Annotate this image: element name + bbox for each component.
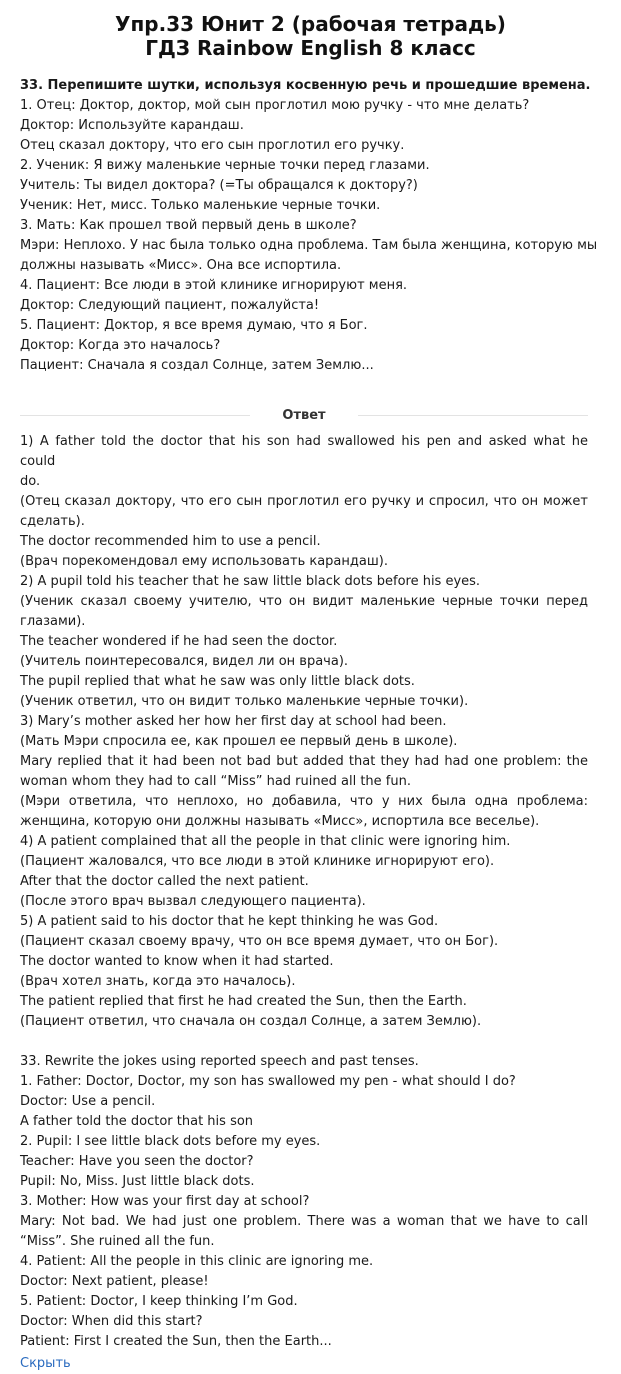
answer-label: Ответ: [282, 408, 326, 423]
task-line: Доктор: Используйте карандаш.: [20, 118, 244, 133]
answer-block: [20, 432, 621, 1032]
answer-line: (Пациент жаловался, что все люди в этой клинике игнорируют его).: [20, 854, 495, 869]
answer-line: (Ученик ответил, что он видит только маленькие черные точки).: [20, 694, 469, 709]
answer-line: (Врач хотел знать, когда это началось).: [20, 974, 296, 989]
title-line-2: ГДЗ Rainbow English 8 класс: [145, 36, 476, 60]
answer-divider: [20, 406, 588, 426]
answer-line: (Врач порекомендовал ему использовать карандаш).: [20, 554, 388, 569]
english-task-line: 5. Patient: Doctor, I keep thinking I’m God.: [20, 1294, 298, 1309]
title-line-1: Упр.33 Юнит 2 (рабочая тетрадь): [115, 12, 506, 36]
task-line: Отец сказал доктору, что его сын проглотил его ручку.: [20, 138, 405, 153]
answer-line: 2) A pupil told his teacher that he saw little black dots before his eyes.: [20, 574, 481, 589]
answer-line: 5) A patient said to his doctor that he kept thinking he was God.: [20, 914, 439, 929]
answer-line: woman whom they had to call “Miss” had ruined all the fun.: [20, 774, 411, 789]
answer-line: (Пациент сказал своему врачу, что он все время думает, что он Бог).: [20, 934, 499, 949]
english-task-line: Mary: Not bad. We had just one problem. There was a woman that we have to call: [20, 1214, 588, 1229]
english-task-line: Teacher: Have you seen the doctor?: [20, 1154, 254, 1169]
english-task-line: 1. Father: Doctor, Doctor, my son has swallowed my pen - what should I do?: [20, 1074, 516, 1089]
answer-line: (Мэри ответила, что неплохо, но добавила, что у них была одна проблема:: [20, 794, 588, 809]
english-task-line: 3. Mother: How was your first day at school?: [20, 1194, 310, 1209]
english-task-line: Doctor: When did this start?: [20, 1314, 203, 1329]
answer-line: do.: [20, 474, 41, 489]
answer-line: The doctor recommended him to use a pencil.: [20, 534, 321, 549]
answer-line: Mary replied that it had been not bad but added that they had had one problem: the: [20, 754, 588, 769]
task-line: 4. Пациент: Все люди в этой клинике игнорируют меня.: [20, 278, 408, 293]
answer-line: глазами).: [20, 614, 86, 629]
task-line: Ученик: Нет, мисс. Только маленькие черные точки.: [20, 198, 381, 213]
english-task-line: Patient: First I created the Sun, then the Earth...: [20, 1334, 332, 1349]
english-task-line: Doctor: Use a pencil.: [20, 1094, 156, 1109]
task-heading: 33. Перепишите шутки, используя косвенную речь и прошедшие времена.: [20, 78, 591, 93]
english-task-line: “Miss”. She ruined all the fun.: [20, 1234, 215, 1249]
answer-line: (После этого врач вызвал следующего пациента).: [20, 894, 366, 909]
answer-line: (Мать Мэри спросила ее, как прошел ее первый день в школе).: [20, 734, 458, 749]
english-task-line: 4. Patient: All the people in this clinic are ignoring me.: [20, 1254, 374, 1269]
answer-line: The teacher wondered if he had seen the doctor.: [20, 634, 338, 649]
hide-link[interactable]: Скрыть: [20, 1356, 71, 1371]
task-line: Пациент: Сначала я создал Солнце, затем Землю...: [20, 358, 374, 373]
english-task-line: Pupil: No, Miss. Just little black dots.: [20, 1174, 255, 1189]
task-line: Доктор: Следующий пациент, пожалуйста!: [20, 298, 320, 313]
task-lines: [20, 96, 621, 376]
task-block: [20, 76, 621, 376]
answer-line: 3) Mary’s mother asked her how her first day at school had been.: [20, 714, 447, 729]
answer-line: The doctor wanted to know when it had started.: [20, 954, 334, 969]
english-task-line: 33. Rewrite the jokes using reported speech and past tenses.: [20, 1054, 419, 1069]
task-line: 1. Отец: Доктор, доктор, мой сын проглотил мою ручку - что мне делать?: [20, 98, 530, 113]
page-title: [20, 0, 601, 60]
answer-line: The patient replied that first he had created the Sun, then the Earth.: [20, 994, 467, 1009]
answer-line: (Ученик сказал своему учителю, что он видит маленькие черные точки перед: [20, 594, 588, 609]
task-line: должны называть «Мисс». Она все испортила.: [20, 258, 342, 273]
english-task-line: A father told the doctor that his son: [20, 1114, 254, 1129]
english-task-line: Doctor: Next patient, please!: [20, 1274, 209, 1289]
answer-line: The pupil replied that what he saw was only little black dots.: [20, 674, 415, 689]
task-line: 5. Пациент: Доктор, я все время думаю, что я Бог.: [20, 318, 368, 333]
answer-line: (Отец сказал доктору, что его сын проглотил его ручку и спросил, что он может: [20, 494, 588, 509]
english-task-block: [20, 1052, 621, 1352]
answer-line: (Учитель поинтересовался, видел ли он врача).: [20, 654, 349, 669]
task-line: Мэри: Неплохо. У нас была только одна проблема. Там была женщина, которую мы: [20, 238, 598, 253]
answer-line: (Пациент ответил, что сначала он создал Солнце, а затем Землю).: [20, 1014, 482, 1029]
task-line: 3. Мать: Как прошел твой первый день в школе?: [20, 218, 357, 233]
task-line: 2. Ученик: Я вижу маленькие черные точки перед глазами.: [20, 158, 430, 173]
answer-line: 4) A patient complained that all the people in that clinic were ignoring him.: [20, 834, 511, 849]
answer-line: женщина, которую они должны называть «Мисс», испортила все веселье).: [20, 814, 540, 829]
task-line: Учитель: Ты видел доктора? (=Ты обращался к доктору?): [20, 178, 418, 193]
task-line: Доктор: Когда это началось?: [20, 338, 221, 353]
answer-line: сделать).: [20, 514, 85, 529]
answer-line: After that the doctor called the next patient.: [20, 874, 309, 889]
english-task-line: 2. Pupil: I see little black dots before my eyes.: [20, 1134, 321, 1149]
answer-line: 1) A father told the doctor that his son had swallowed his pen and asked what he could: [20, 434, 588, 469]
